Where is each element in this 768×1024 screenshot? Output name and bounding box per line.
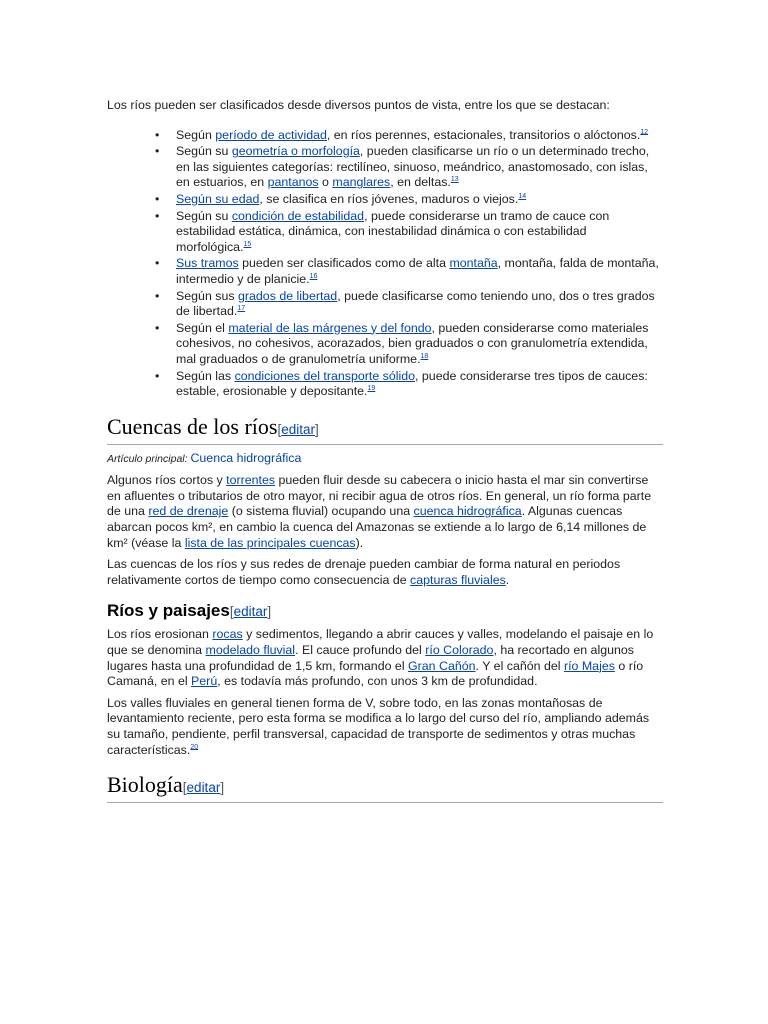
link-periodo-actividad[interactable]: período de actividad [215, 127, 327, 142]
list-text: , puede considerarse tres tipos de cauces: estable, erosionable y depositante. [176, 368, 648, 399]
link-montana[interactable]: montaña [449, 256, 498, 271]
link-transporte-solido[interactable]: condiciones del transporte sólido [234, 368, 416, 383]
link-capturas-fluviales[interactable]: capturas fluviales [410, 572, 506, 587]
paragraph [107, 473, 663, 551]
ref-12[interactable]: 12 [640, 128, 649, 136]
para-text: , es todavía más profundo, con unos 3 km de profundidad. [217, 674, 538, 689]
list-item [176, 289, 663, 320]
para-text: Los valles fluviales en general tienen forma de V, sobre todo, en las zonas montañosas de levantamiento reciente, pero esta forma se modifica a lo largo del curso del río, ampliando además su tamaño, pendiente, perfil transversal, capacidad de transporte de sedimentos y otras muchas características. [107, 695, 650, 757]
hatnote [107, 451, 663, 468]
para-text: . [505, 572, 510, 587]
link-condicion-estabilidad[interactable]: condición de estabilidad [231, 208, 365, 223]
heading-text: Biología [107, 772, 183, 798]
heading-text: Cuencas de los ríos [107, 413, 278, 439]
link-red-drenaje[interactable]: red de drenaje [148, 504, 229, 519]
list-item [176, 256, 663, 287]
list-text: , puede clasificarse como teniendo uno, dos o tres grados de libertad. [176, 288, 655, 319]
article-content [107, 98, 663, 809]
list-text: , puede considerarse un tramo de cauce con estabilidad estática, dinámica, con inestabilidad dinámica o con estabilidad morfológica. [176, 208, 610, 254]
link-cuenca-hidrografica-main[interactable]: Cuenca hidrográfica [190, 450, 302, 465]
list-item [176, 128, 663, 144]
edit-link[interactable]: editar [186, 780, 221, 796]
link-torrentes[interactable]: torrentes [226, 473, 276, 488]
ref-16[interactable]: 16 [309, 272, 318, 280]
list-text: Según [176, 127, 216, 142]
link-manglares[interactable]: manglares [332, 175, 391, 190]
link-rio-majes[interactable]: río Majes [563, 658, 615, 673]
ref-19[interactable]: 19 [367, 384, 376, 392]
list-text: Según el [176, 320, 229, 335]
edit-section: [editar] [277, 421, 319, 437]
list-text: , pueden clasificarse un río o un determinado trecho, en las siguientes categorías: rectilíneo, sinuoso, meándrico, anastomosado, con islas, en estuarios, en [176, 144, 650, 190]
heading-biologia [107, 772, 663, 803]
list-text: pueden ser clasificados como de alta [238, 256, 450, 271]
para-text: . Algunas cuencas abarcan pocos km², en cambio la cuenca del Amazonas se extiende a lo largo de 6,14 millones de km² (véase la [107, 504, 647, 550]
intro-paragraph: Los ríos pueden ser clasificados desde diversos puntos de vista, entre los que se destacan: [107, 98, 610, 112]
paragraph [107, 627, 663, 689]
link-sus-tramos[interactable]: Sus tramos [176, 256, 239, 271]
edit-link[interactable]: editar [233, 604, 268, 620]
link-segun-su-edad[interactable]: Según su edad [176, 191, 260, 206]
edit-link[interactable]: editar [281, 421, 316, 437]
para-text: pueden fluir desde su cabecera o inicio hasta el mar sin convertirse en afluentes o tributarios de otro mayor, ni recibir agua de otros ríos. En general, un río forma parte de una [107, 473, 652, 519]
para-text: Las cuencas de los ríos y sus redes de drenaje pueden cambiar de forma natural en periodos relativamente cortos de tiempo como consecuencia de [107, 557, 621, 587]
list-text: Según las [176, 368, 235, 383]
classification-list [107, 128, 663, 400]
para-text: Los ríos erosionan [107, 627, 213, 642]
ref-14[interactable]: 14 [518, 192, 527, 200]
link-modelado-fluvial[interactable]: modelado fluvial [205, 643, 296, 658]
link-grados-libertad[interactable]: grados de libertad [238, 288, 338, 303]
list-item [176, 192, 663, 208]
heading-text: Ríos y paisajes [107, 601, 230, 621]
ref-17[interactable]: 17 [237, 305, 246, 312]
list-text: Según su [176, 144, 232, 159]
ref-20[interactable]: 20 [190, 743, 199, 751]
list-text: o [318, 175, 333, 190]
heading-cuencas [107, 414, 663, 445]
edit-section: [editar] [182, 780, 225, 796]
list-text: , en ríos perennes, estacionales, transitorios o alóctonos. [326, 127, 641, 142]
para-text: o río Camaná, en el [107, 658, 644, 689]
list-item [176, 144, 663, 191]
para-text: . Y el cañón del [475, 658, 564, 673]
list-text: Según su [176, 208, 232, 223]
para-text: Algunos ríos cortos y [107, 473, 227, 488]
hatnote-label: Artículo principal: [107, 452, 188, 465]
list-item [176, 321, 663, 368]
edit-section: [editar] [229, 604, 272, 620]
link-pantanos[interactable]: pantanos [267, 175, 319, 190]
link-lista-cuencas[interactable]: lista de las principales cuencas [184, 535, 356, 550]
list-text: , montaña, falda de montaña, intermedio y de planicie. [176, 256, 659, 286]
list-text: Según sus [176, 288, 238, 303]
list-item [176, 369, 663, 400]
link-rocas[interactable]: rocas [212, 627, 243, 642]
paragraph [107, 696, 663, 758]
link-gran-canon[interactable]: Gran Cañón [408, 658, 476, 673]
para-text: ). [355, 535, 364, 550]
paragraph [107, 557, 663, 588]
list-text: , pueden considerarse como materiales cohesivos, no cohesivos, acorazados, bien graduados o con granulometría extendida, mal graduados o de granulometría uniforme. [176, 320, 649, 366]
link-cuenca-hidrografica[interactable]: cuenca hidrográfica [413, 504, 522, 519]
ref-13[interactable]: 13 [450, 176, 459, 184]
ref-15[interactable]: 15 [243, 240, 252, 248]
list-item [176, 209, 663, 256]
link-peru[interactable]: Perú [191, 674, 218, 689]
list-text: , en deltas. [390, 175, 451, 190]
para-text: , ha recortado en algunos lugares hasta una profundidad de 1,5 km, formando el [107, 643, 634, 673]
para-text: . El cauce profundo del [295, 643, 426, 658]
heading-rios-paisajes [107, 600, 663, 623]
link-geometria-morfologia[interactable]: geometría o morfología [231, 144, 360, 159]
link-material-margenes[interactable]: material de las márgenes y del fondo [228, 320, 432, 335]
para-text: y sedimentos, llegando a abrir cauces y valles, modelando el paisaje en lo que se denomina [107, 627, 654, 658]
para-text: (o sistema fluvial) ocupando una [228, 504, 414, 519]
list-text: , se clasifica en ríos jóvenes, maduros o viejos. [259, 191, 519, 206]
ref-18[interactable]: 18 [420, 352, 429, 360]
link-rio-colorado[interactable]: río Colorado [425, 643, 494, 658]
